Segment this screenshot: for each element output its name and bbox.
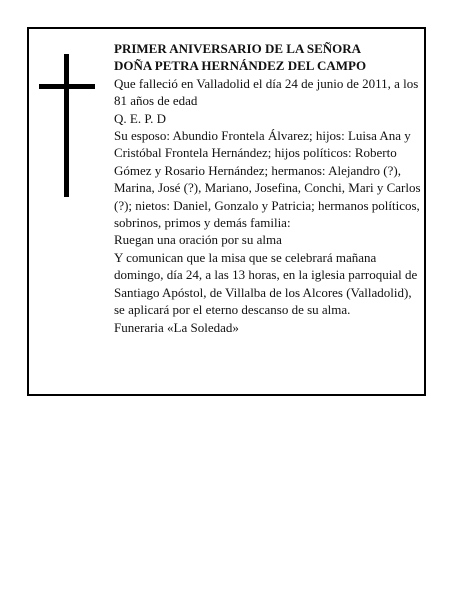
heading-line-2: DOÑA PETRA HERNÁNDEZ DEL CAMPO <box>114 58 367 74</box>
death-info: Que falleció en Valladolid el día 24 de junio de 2011, a los 81 años de edad <box>114 75 419 109</box>
cross-vertical-bar <box>64 54 69 197</box>
qepd: Q. E. P. D <box>114 110 167 126</box>
family-list: Su esposo: Abundio Frontela Álvarez; hijos: Luisa Ana y Cristóbal Frontela Hernández; hijos políticos: Roberto Gómez y Rosario Hernández; hermanos: Alejandro (?), Marina, José (?), Mariano, Josefina, Conchi, Mari y Carlos (?); nietos: Daniel, Gonzalo y Patricia; hermanos políticos, sobrinos, primos y demás familia: <box>114 128 421 231</box>
mass-info: Y comunican que la misa que se celebrará mañana domingo, día 24, a las 13 horas, en la iglesia parroquial de Santiago Apóstol, de Villalba de los Alcores (Valladolid), se aplicará por el eterno descanso de su alma. <box>114 249 418 318</box>
prayer-request: Ruegan una oración por su alma <box>114 232 282 248</box>
cross-horizontal-bar <box>39 84 95 89</box>
heading-line-1: PRIMER ANIVERSARIO DE LA SEÑORA <box>114 41 362 56</box>
notice-text <box>114 40 422 336</box>
funeral-home: Funeraria «La Soledad» <box>114 319 239 335</box>
